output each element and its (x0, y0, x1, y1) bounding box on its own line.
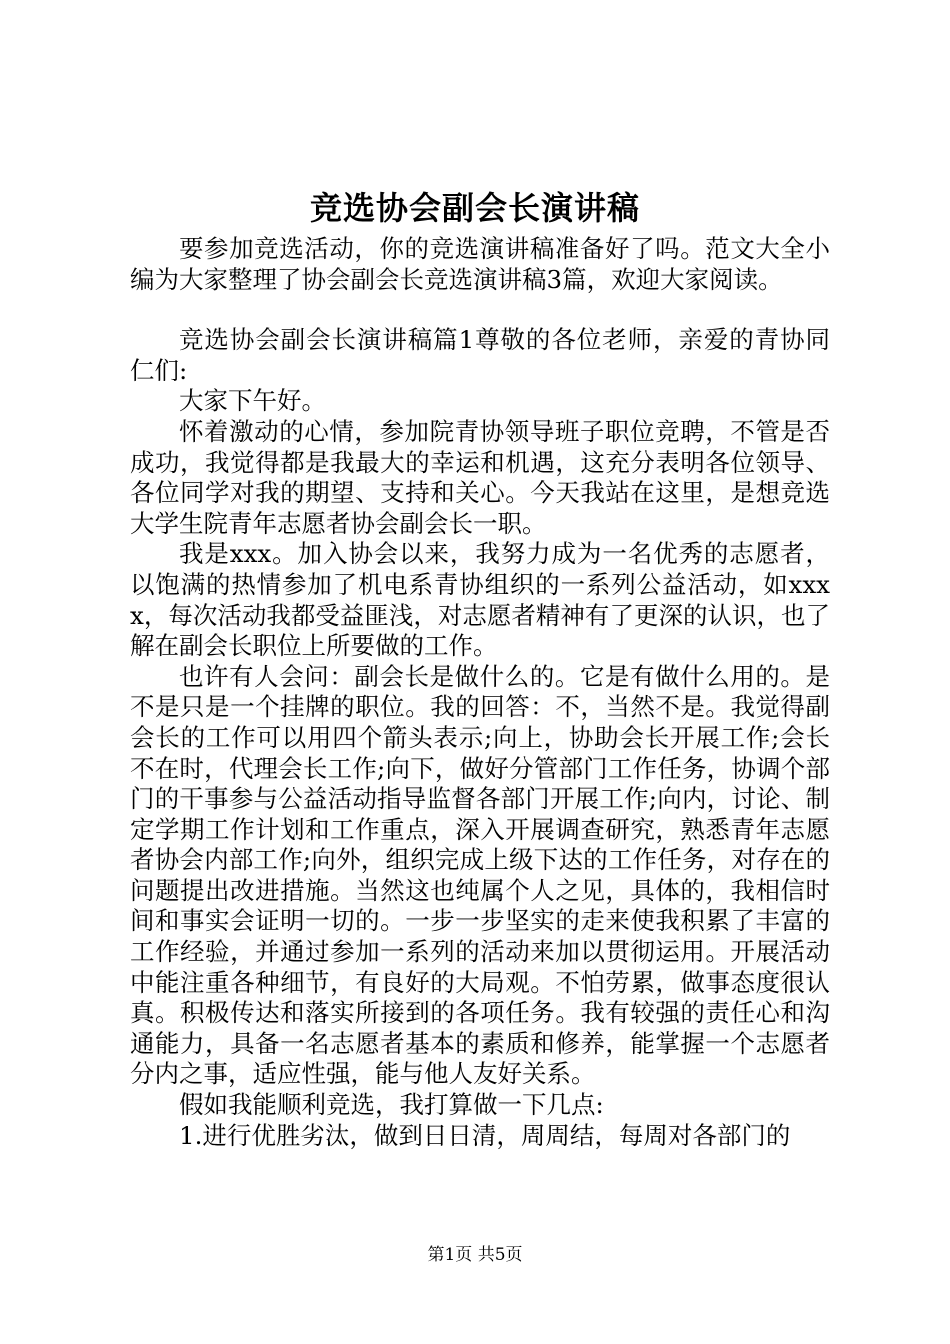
paragraph-body: 我是xxx。加入协会以来，我努力成为一名优秀的志愿者，以饱满的热情参加了机电系青协组织的一系列公益活动，如xxxx，每次活动我都受益匪浅，对志愿者精神有了更深的认识，也了解在副会长职位上所要做的工作。 (130, 539, 830, 661)
paragraph-body: 假如我能顺利竞选，我打算做一下几点: (179, 1090, 604, 1120)
document-body (130, 234, 830, 1151)
paragraph-body: 怀着激动的心情，参加院青协领导班子职位竞聘，不管是否成功，我觉得都是我最大的幸运和机遇，这充分表明各位领导、各位同学对我的期望、支持和关心。今天我站在这里，是想竞选大学生院青年志愿者协会副会长一职。 (130, 416, 830, 538)
document-title: 竞选协会副会长演讲稿 (309, 189, 640, 227)
paragraph-greeting: 大家下午好。 (179, 386, 326, 416)
paragraph-body: 也许有人会问：副会长是做什么的。它是有做什么用的。是不是只是一个挂牌的职位。我的回答：不，当然不是。我觉得副会长的工作可以用四个箭头表示;向上，协助会长开展工作;会长不在时，代理会长工作;向下，做好分管部门工作任务，协调个部门的干事参与公益活动指导监督各部门开展工作;向内，讨论、制定学期工作计划和工作重点，深入开展调查研究，熟悉青年志愿者协会内部工作;向外，组织完成上级下达的工作任务，对存在的问题提出改进措施。当然这也纯属个人之见，具体的，我相信时间和事实会证明一切的。一步一步坚实的走来使我积累了丰富的工作经验，并通过参加一系列的活动来加以贯彻运用。开展活动中能注重各种细节，有良好的大局观。不怕劳累，做事态度很认真。积极传达和落实所接到的各项任务。我有较强的责任心和沟通能力，具备一名志愿者基本的素质和修养，能掌握一个志愿者分内之事，适应性强，能与他人友好关系。 (130, 661, 830, 1089)
paragraph-salutation: 竞选协会副会长演讲稿篇1尊敬的各位老师，亲爱的青协同仁们: (130, 325, 830, 385)
page-footer: 第1页 共5页 (427, 1245, 523, 1265)
paragraph-intro: 要参加竞选活动，你的竞选演讲稿准备好了吗。范文大全小编为大家整理了协会副会长竞选演讲稿3篇，欢迎大家阅读。 (130, 234, 830, 294)
paragraph-list-item: 1.进行优胜劣汰，做到日日清，周周结，每周对各部门的 (179, 1120, 791, 1150)
